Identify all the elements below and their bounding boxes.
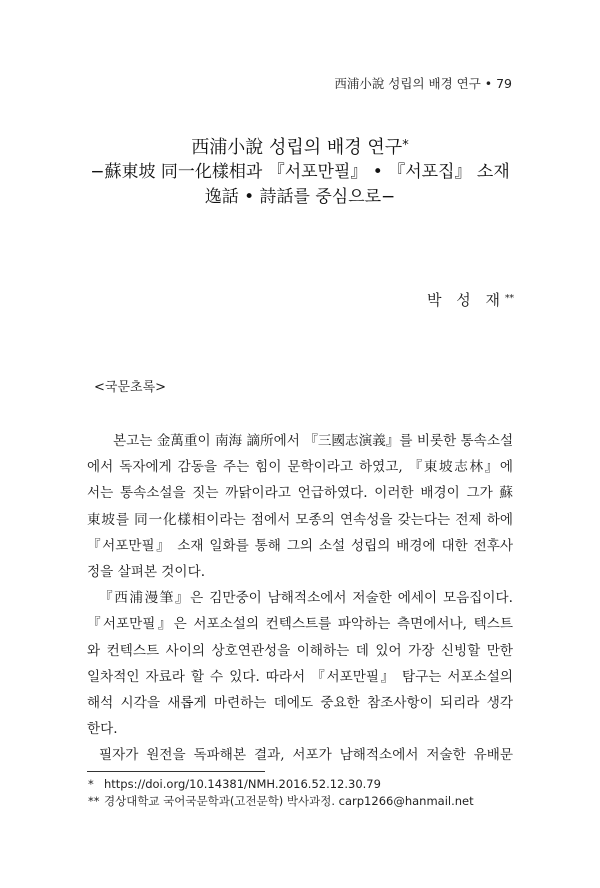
body-line: 본고는 金萬重이 南海 謫所에서 『三國志演義』를 비롯한 통속소설: [113, 433, 514, 449]
paper-title-text: 西浦小說 성립의 배경 연구: [191, 137, 403, 158]
footnote-mark: **: [88, 794, 100, 808]
title-footnote-mark: *: [402, 138, 409, 153]
body-line: 와 컨텍스트 사이의 상호연관성을 이해하는 데 있어 가장 신빙할 만한: [87, 642, 513, 659]
footnote-divider: [87, 771, 265, 772]
author-affiliation: 경상대학교 국어국문학과(고전문학) 박사과정. carp1266@hanmail.net: [104, 794, 474, 808]
abstract-body: [87, 428, 513, 768]
body-line: 일차적인 자료라 할 수 있다. 따라서 『서포만필』 탐구는 서포소설의: [87, 668, 513, 685]
body-line: 필자가 원전을 독파해본 결과, 서포가 남해적소에서 저술한 유배문: [99, 747, 513, 764]
footnote-mark: *: [88, 777, 94, 791]
body-line: 해석 시각을 새롭게 마련하는 데에도 중요한 참조사항이 되리라 생각: [87, 694, 513, 711]
body-line: 한다.: [87, 721, 118, 738]
title-block: [0, 134, 600, 210]
body-line: 정을 살펴본 것이다.: [87, 563, 206, 580]
author: [427, 289, 514, 310]
paper-title: [0, 134, 600, 160]
running-header: 西浦小說 성립의 배경 연구 • 79: [334, 76, 512, 91]
body-line: 서는 통속소설을 짓는 까닭이라고 언급하였다. 이러한 배경이 그가 蘇: [87, 485, 513, 502]
body-line: 『서포만필』 소재 일화를 통해 그의 소설 성립의 배경에 대한 전후사: [87, 537, 513, 554]
body-line: 『서포만필』은 서포소설의 컨텍스트를 파악하는 측면에서나, 텍스트: [87, 616, 513, 633]
paper-subtitle-line-2: 逸話 • 詩話를 중심으로−: [204, 187, 396, 207]
abstract-label: <국문초록>: [94, 380, 167, 395]
footnote-affiliation: [88, 793, 474, 810]
paper-subtitle-line-1: −蘇東坡 同一化樣相과 『서포만필』 • 『서포집』 소재: [90, 162, 510, 182]
doi-link[interactable]: https://doi.org/10.14381/NMH.2016.52.12.30.79: [104, 777, 381, 791]
body-line: 에서 독자에게 감동을 주는 힘이 문학이라고 하였고, 『東坡志林』에: [87, 459, 513, 476]
author-footnote-mark: **: [505, 294, 514, 304]
body-line: 東坡를 同一化樣相이라는 점에서 모종의 연속성을 갖는다는 전제 하에: [87, 511, 513, 528]
footnote-doi: [88, 776, 474, 793]
author-name: 박 성 재: [426, 291, 505, 309]
footnotes: [88, 776, 474, 810]
body-line: 『西浦漫筆』은 김만중이 남해적소에서 저술한 에세이 모음집이다.: [99, 590, 513, 607]
